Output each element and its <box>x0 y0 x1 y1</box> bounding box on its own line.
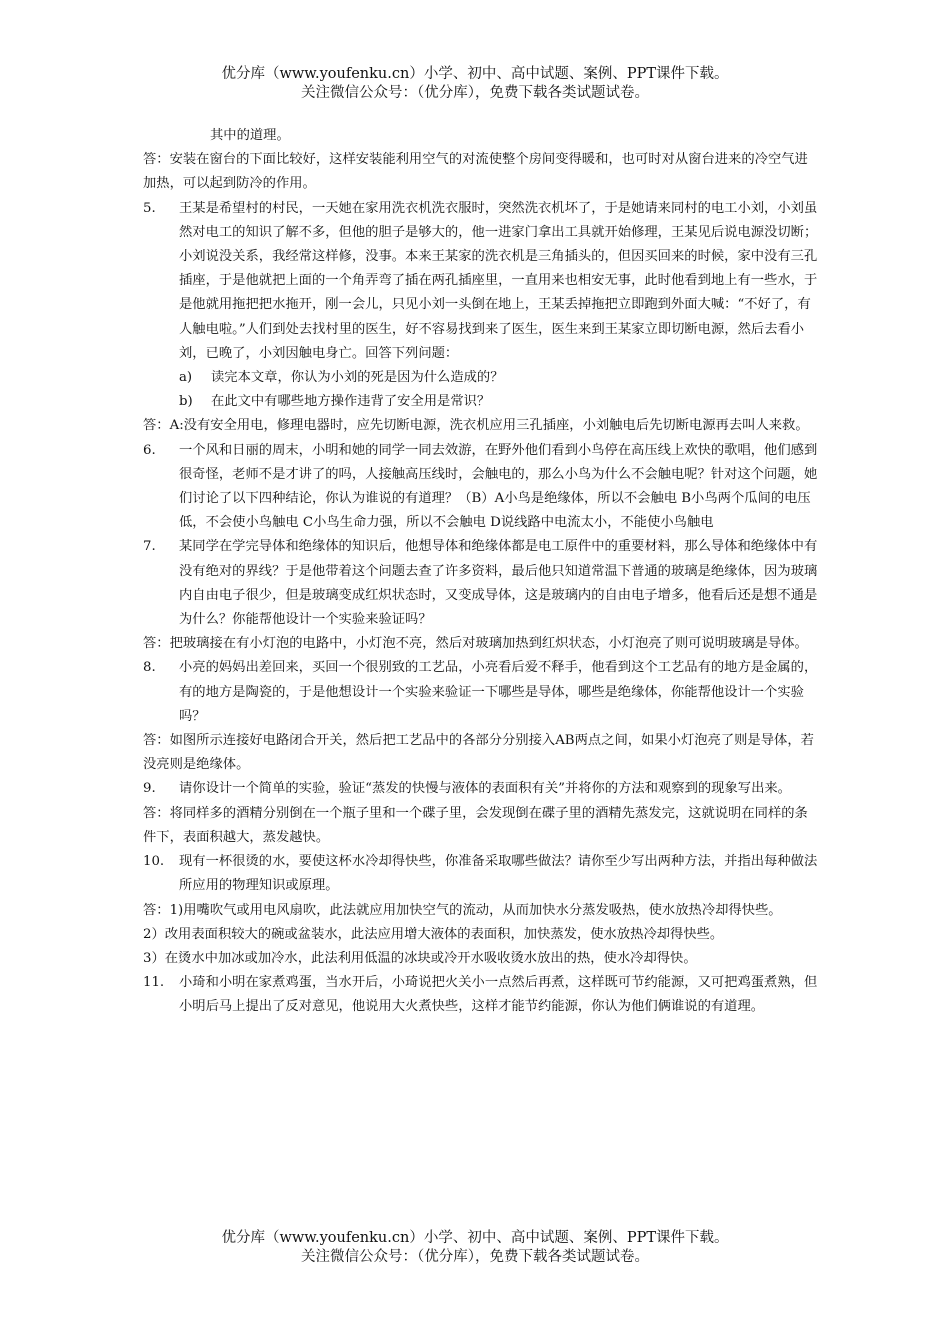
question-number: 10. <box>143 854 165 870</box>
question-number: 8. <box>143 660 156 676</box>
answer-10-part-2: 2）改用表面积较大的碗或盆装水，此法应用增大液体的表面积，加快蒸发，使水放热冷却得快些。 <box>143 926 724 942</box>
question-text: 一个风和日丽的周末，小明和她的同学一同去效游，在野外他们看到小鸟停在高压线上欢快的歌唱，他们感到很奇怪，老师不是才讲了的吗，人接触高压线时，会触电的，那么小鸟为什么不会触电呢？针对这个问题，她们讨论了以下四种结论，你认为谁说的有道理？（B）A小鸟是绝缘体，所以不会触电 B小鸟两个瓜间的电压低，不会使小鸟触电 C小鸟生命力强，所以不会触电 D说线路中电流太小，不能使小鸟触电 <box>179 442 818 531</box>
header-line-2: 关注微信公众号：（优分库），免费下载各类试题试卷。 <box>301 85 649 101</box>
question-6 <box>143 439 818 536</box>
question-text: 请你设计一个简单的实验，验证“蒸发的快慢与液体的表面积有关”并将你的方法和观察到的现象写出来。 <box>179 781 791 797</box>
question-text: 小亮的妈妈出差回来，买回一个很别致的工艺品，小亮看后爱不释手，他看到这个工艺品有的地方是金属的，有的地方是陶瓷的，于是他想设计一个实验来验证一下哪些是导体，哪些是绝缘体，你能帮他设计一个实验吗？ <box>179 660 818 724</box>
question-number: 5. <box>143 200 156 216</box>
question-11 <box>143 971 818 1019</box>
sub-label: b) <box>179 394 193 410</box>
sub-label: a) <box>179 370 193 386</box>
question-7 <box>143 535 818 632</box>
footer-banner <box>0 1229 950 1267</box>
question-10 <box>143 850 818 898</box>
question-number: 9. <box>143 781 156 797</box>
question-5-sub-b <box>143 390 818 414</box>
answer-8: 答：如图所示连接好电路闭合开关，然后把工艺品中的各部分分别接入AB两点之间，如果小灯泡亮了则是导体，若没亮则是绝缘体。 <box>143 733 814 773</box>
answer-7: 答：把玻璃接在有小灯泡的电路中，小灯泡不亮，然后对玻璃加热到红炽状态，小灯泡亮了则可说明玻璃是导体。 <box>143 636 808 652</box>
question-5 <box>143 197 818 366</box>
answer-10-part-3: 3）在烫水中加冰或加冷水，此法利用低温的冰块或冷开水吸收烫水放出的热，使水冷却得快。 <box>143 950 697 966</box>
header-line-1: 优分库（www.youfenku.cn）小学、初中、高中试题、案例、PPT课件下载。 <box>221 66 729 82</box>
sub-text: 在此文中有哪些地方操作违背了安全用是常识？ <box>211 394 491 410</box>
answer-9: 答：将同样多的酒精分别倒在一个瓶子里和一个碟子里，会发现倒在碟子里的酒精先蒸发完，这就说明在同样的条件下，表面积越大，蒸发越快。 <box>143 805 808 845</box>
question-number: 11. <box>143 975 165 991</box>
answer-5: 答：A:没有安全用电，修理电器时，应先切断电源，洗衣机应用三孔插座，小刘触电后先切断电源再去叫人来救。 <box>143 418 809 434</box>
footer-line-2: 关注微信公众号：（优分库），免费下载各类试题试卷。 <box>301 1249 649 1265</box>
answer-10-part-1: 答：1)用嘴吹气或用电风扇吹，此法就应用加快空气的流动，从而加快水分蒸发吸热，使水放热冷却得快些。 <box>143 902 782 918</box>
document-body <box>143 124 818 1020</box>
question-8 <box>143 656 818 729</box>
question-text: 王某是希望村的村民，一天她在家用洗衣机洗衣服时，突然洗衣机坏了，于是她请来同村的电工小刘，小刘虽然对电工的知识了解不多，但他的胆子是够大的，他一进家门拿出工具就开始修理，王某见后说电源没切断；小刘说没关系，我经常这样修，没事。本来王某家的洗衣机是三角插头的，但因买回来的时候，家中没有三孔插座，于是他就把上面的一个角弄弯了插在两孔插座里，一直用来也相安无事，此时他看到地上有一些水，于是他就用拖把把水拖开，刚一会儿，只见小刘一头倒在地上，王某丢掉拖把立即跑到外面大喊：“不好了，有人触电啦。”人们到处去找村里的医生，好不容易找到来了医生，医生来到王某家立即切断电源，然后去看小刘，已晚了，小刘因触电身亡。回答下列问题： <box>179 200 818 361</box>
question-number: 7. <box>143 539 156 555</box>
continuation-text: 其中的道理。 <box>210 128 290 143</box>
question-text: 现有一杯很烫的水，要使这杯水冷却得快些，你准备采取哪些做法？请你至少写出两种方法，并指出每种做法所应用的物理知识或原理。 <box>179 854 818 894</box>
answer-4: 答：安装在窗台的下面比较好，这样安装能利用空气的对流使整个房间变得暖和，也可时对从窗台进来的冷空气进加热，可以起到防冷的作用。 <box>143 152 808 192</box>
question-text: 某同学在学完导体和绝缘体的知识后，他想导体和绝缘体都是电工原件中的重要材料，那么导体和绝缘体中有没有绝对的界线？于是他带着这个问题去查了许多资料，最后他只知道常温下普通的玻璃是绝缘体，因为玻璃内自由电子很少，但是玻璃变成红炽状态时，又变成导体，这是玻璃内的自由电子增多，他看后还是想不通是为什么？你能帮他设计一个实验来验证吗？ <box>179 539 818 628</box>
question-text: 小琦和小明在家煮鸡蛋，当水开后，小琦说把火关小一点然后再煮，这样既可节约能源，又可把鸡蛋煮熟，但小明后马上提出了反对意见，他说用大火煮快些，这样才能节约能源，你认为他们俩谁说的有道理。 <box>179 975 818 1015</box>
footer-line-1: 优分库（www.youfenku.cn）小学、初中、高中试题、案例、PPT课件下载。 <box>221 1230 729 1246</box>
sub-text: 读完本文章，你认为小刘的死是因为什么造成的？ <box>211 370 504 386</box>
question-number: 6. <box>143 442 156 458</box>
question-5-sub-a <box>143 366 818 390</box>
question-9 <box>143 777 818 801</box>
header-banner <box>0 65 950 103</box>
